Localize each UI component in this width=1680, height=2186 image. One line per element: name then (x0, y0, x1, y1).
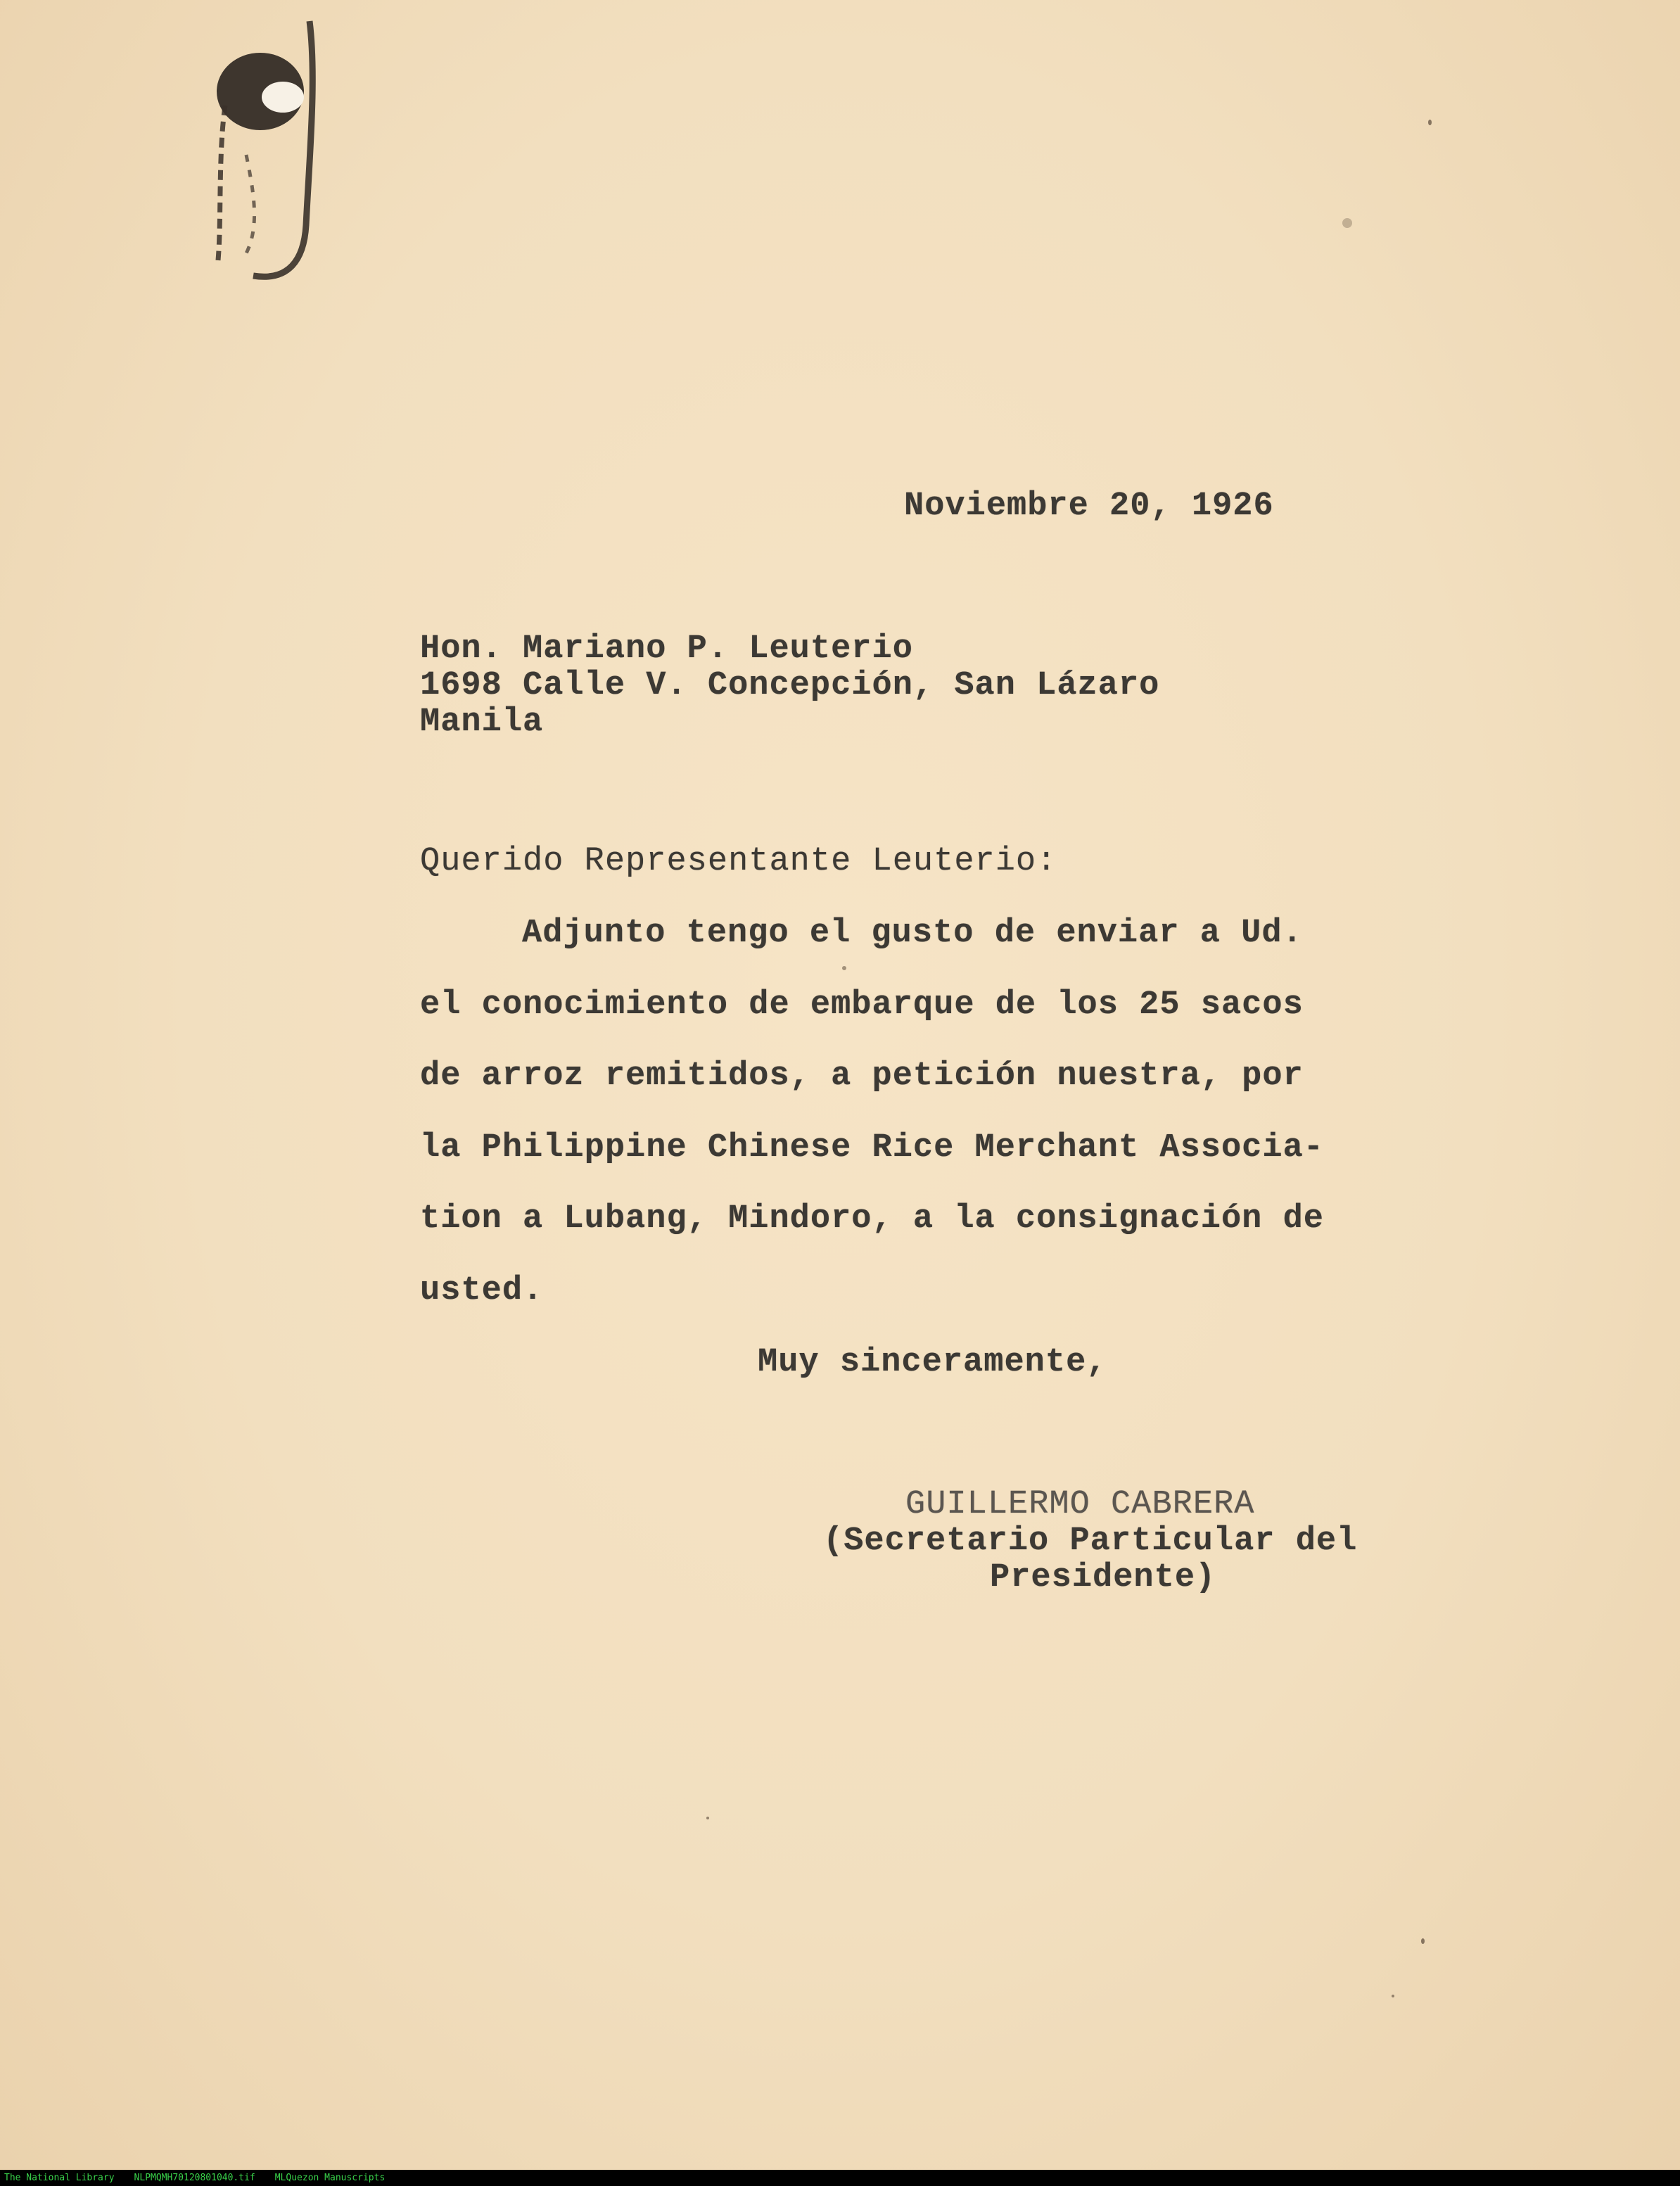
recipient-city: Manila (420, 704, 544, 741)
signatory-name: GUILLERMO CABRERA (905, 1486, 1255, 1523)
paperclip-rust-mark-icon (204, 14, 345, 296)
paper-speck (1421, 1938, 1425, 1944)
letter-date: Noviembre 20, 1926 (904, 488, 1274, 525)
footer-filename: NLPMQMH70120801040.tif (134, 2173, 255, 2183)
scan-footer-bar (0, 2170, 1680, 2186)
letter-closing: Muy sinceramente, (758, 1344, 1107, 1381)
paper-speck (706, 1817, 709, 1819)
paper-speck (1342, 218, 1352, 228)
body-line: de arroz remitidos, a petición nuestra, por (420, 1057, 1304, 1095)
paper-speck (1392, 1995, 1394, 1997)
signatory-title-line2: Presidente) (990, 1559, 1216, 1596)
body-line: la Philippine Chinese Rice Merchant Associa- (420, 1129, 1325, 1167)
body-line: el conocimiento de embarque de los 25 sacos (420, 986, 1304, 1024)
letter-salutation: Querido Representante Leuterio: (420, 843, 1057, 880)
recipient-street: 1698 Calle V. Concepción, San Lázaro (420, 667, 1160, 704)
body-line: Adjunto tengo el gusto de enviar a Ud. (522, 915, 1303, 952)
footer-institution: The National Library (4, 2173, 115, 2183)
paper-speck (1428, 120, 1432, 125)
footer-collection: MLQuezon Manuscripts (274, 2173, 386, 2183)
body-line: tion a Lubang, Mindoro, a la consignación de (420, 1200, 1325, 1238)
signatory-title-line1: (Secretario Particular del (823, 1523, 1358, 1560)
paper-speck (842, 966, 846, 970)
body-line: usted. (420, 1272, 544, 1309)
recipient-name: Hon. Mariano P. Leuterio (420, 630, 913, 668)
